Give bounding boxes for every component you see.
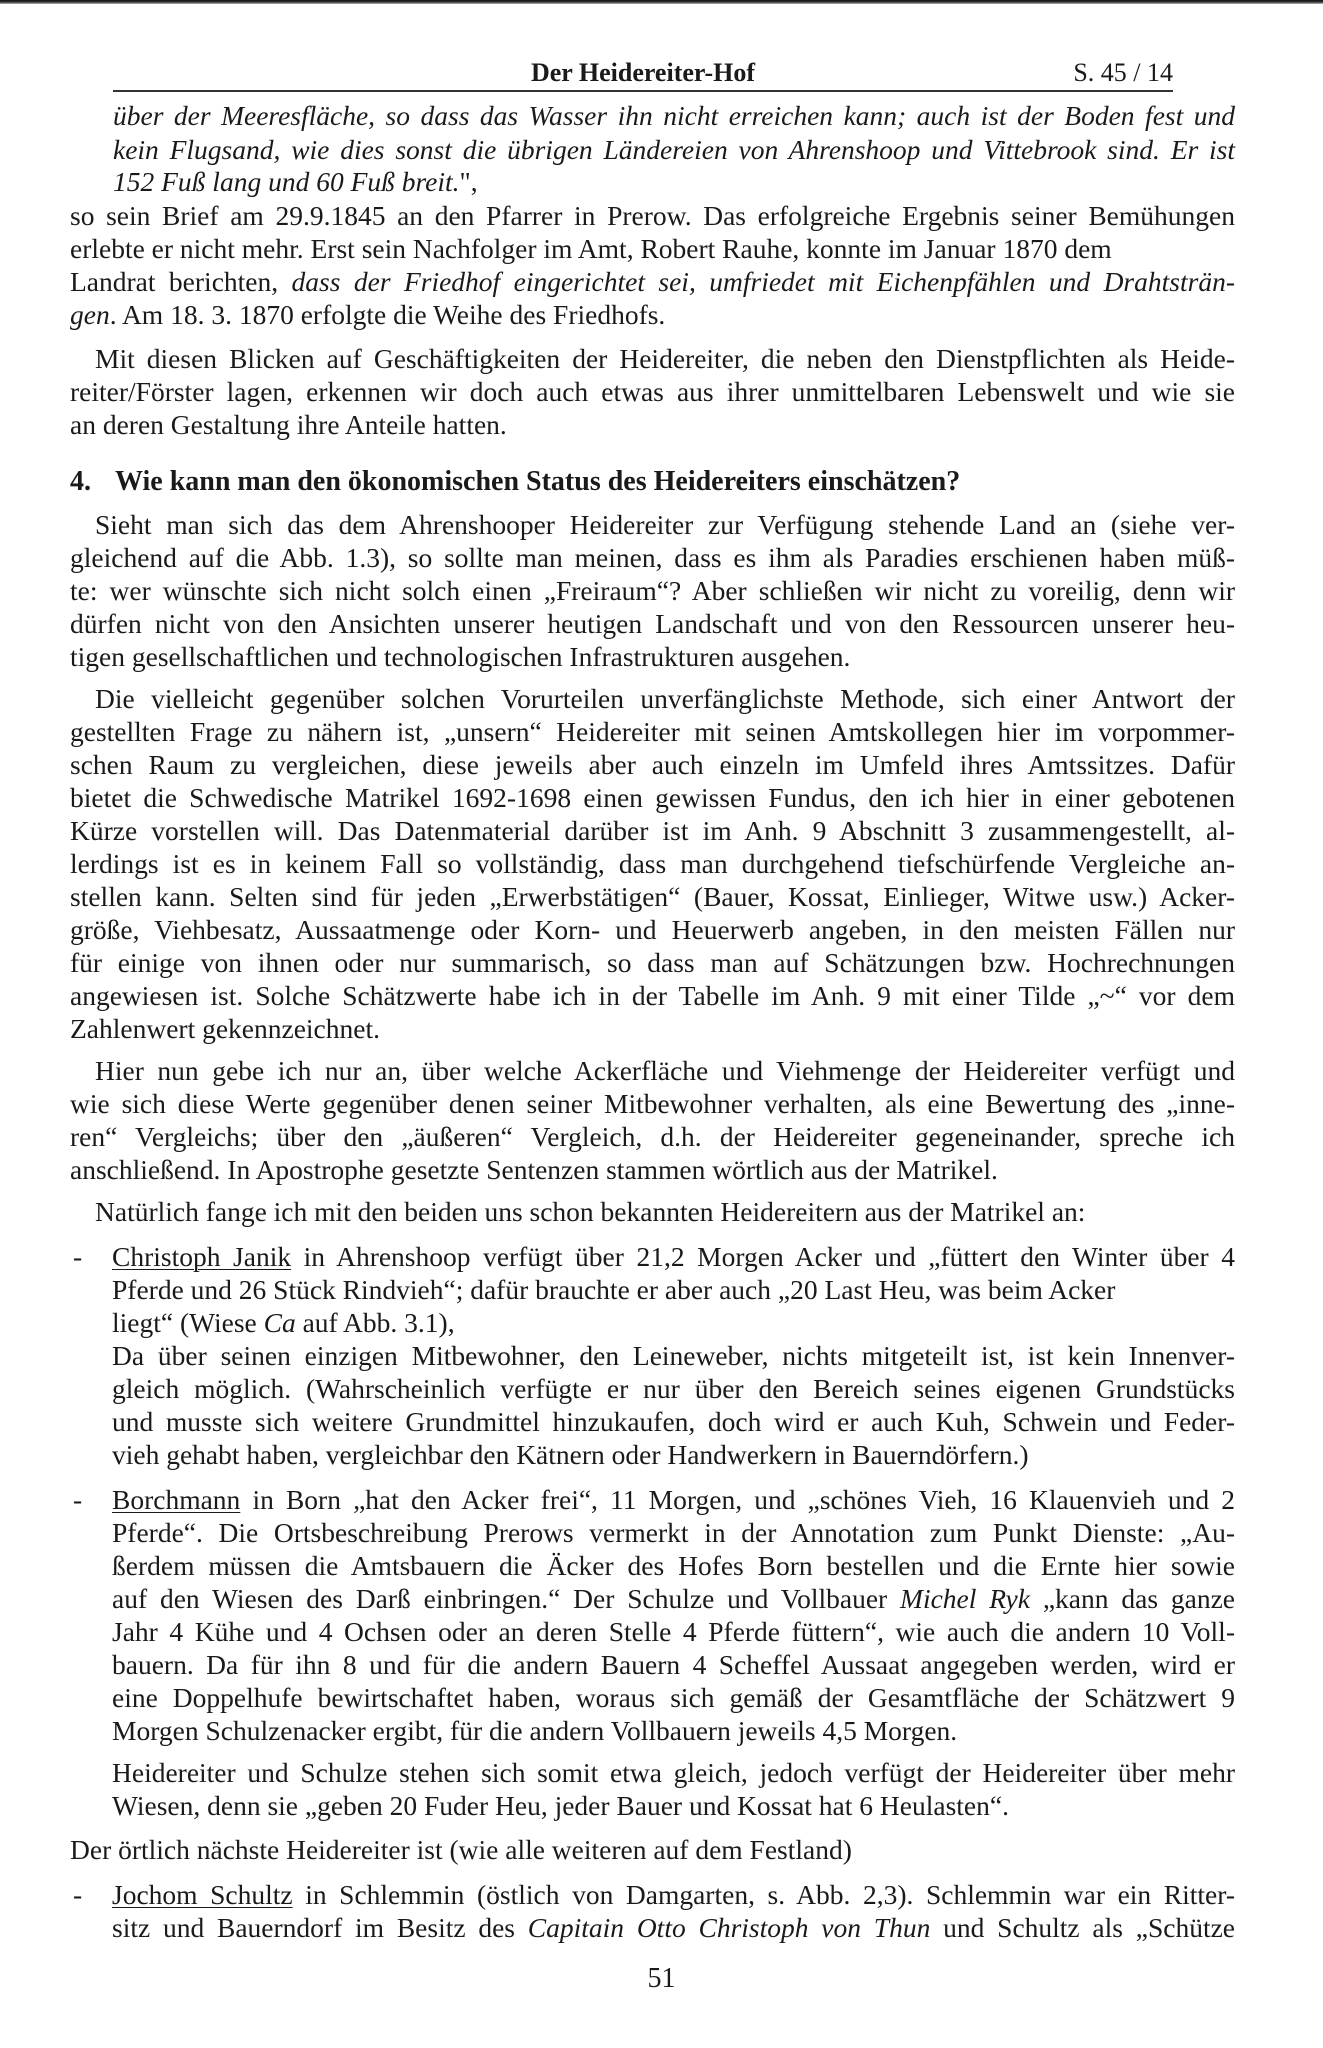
text-run: in Schlemmin (östlich von Damgarten, s. Abb. 2,3). Schlemmin war ein Ritter- bbox=[292, 1879, 1235, 1910]
list-item-line bbox=[112, 1484, 1235, 1515]
quote-line: über der Meeresfläche, so dass das Wasser ihn nicht erreichen kann; auch ist der Boden fest und bbox=[113, 100, 1235, 131]
text-run: auf den Wiesen des Darß einbringen.“ Der Schulze und Vollbauer bbox=[112, 1583, 901, 1614]
list-item-line: Morgen Schulzenacker ergibt, für die andern Vollbauern jeweils 4,5 Morgen. bbox=[112, 1715, 958, 1746]
list-item-line: bauern. Da für ihn 8 und für die andern Bauern 4 Scheffel Aussaat angegeben werden, wird er bbox=[112, 1649, 1235, 1680]
paragraph-line: Die vielleicht gegenüber solchen Vorurteilen unverfänglichste Methode, sich einer Antwort der bbox=[95, 683, 1235, 714]
person-name-italic: Capitain Otto Christoph von Thun bbox=[527, 1912, 931, 1943]
page-reference: S. 45 / 14 bbox=[1073, 58, 1173, 87]
paragraph-line: Der örtlich nächste Heidereiter ist (wie alle weiteren auf dem Festland) bbox=[70, 1834, 852, 1865]
running-title: Der Heidereiter-Hof bbox=[530, 58, 756, 87]
paragraph-line: te: wer wünschte sich nicht solch einen „Freiraum“? Aber schließen wir nicht zu voreilig, denn wir bbox=[70, 575, 1235, 606]
list-dash: - bbox=[73, 1879, 83, 1910]
paragraph-line: bietet die Schwedische Matrikel 1692-1698 einen gewissen Fundus, den ich hier in einer gebotenen bbox=[70, 782, 1235, 813]
paragraph-line: Natürlich fange ich mit den beiden uns schon bekannten Heidereitern aus der Matrikel an: bbox=[95, 1196, 1086, 1227]
quoted-report: dass der Friedhof eingerichtet sei, umfriedet mit Eichenpfählen und Drahtsträn- bbox=[291, 266, 1235, 297]
paragraph-line: reiter/Förster lagen, erkennen wir doch auch etwas aus ihrer unmittelbaren Lebenswelt und wie sie bbox=[70, 376, 1235, 407]
list-item-line: vieh gehabt haben, vergleichbar den Kätnern oder Handwerkern in Bauerndörfern.) bbox=[112, 1439, 1029, 1470]
person-name: Borchmann bbox=[112, 1484, 241, 1515]
paragraph-line: anschließend. In Apostrophe gesetzte Sentenzen stammen wörtlich aus der Matrikel. bbox=[70, 1154, 998, 1185]
list-item-line bbox=[112, 1879, 1235, 1910]
quote-close: ", bbox=[459, 166, 478, 197]
list-item-line: gleich möglich. (Wahrscheinlich verfügte er nur über den Bereich seines eigenen Grundstücks bbox=[112, 1373, 1235, 1404]
section-number: 4. bbox=[70, 466, 91, 497]
paragraph-line: größe, Viehbesatz, Aussaatmenge oder Korn- und Heuerwerb angeben, in den meisten Fällen nur bbox=[70, 914, 1235, 945]
list-item-line: und musste sich weitere Grundmittel hinzukaufen, doch wird er auch Kuh, Schwein und Feder- bbox=[112, 1406, 1235, 1437]
running-header bbox=[113, 56, 1173, 92]
meadow-label: Ca bbox=[263, 1307, 296, 1338]
person-name: Christoph Janik bbox=[112, 1241, 292, 1272]
paragraph-line: gestellten Frage zu nähern ist, „unsern“ Heidereiter mit seinen Amtskollegen hier im vorpommer- bbox=[70, 716, 1235, 747]
list-dash: - bbox=[73, 1484, 83, 1515]
paragraph-line: ren“ Vergleichs; über den „äußeren“ Vergleich, d.h. der Heidereiter gegeneinander, spreche ich bbox=[70, 1121, 1235, 1152]
paragraph-line: Sieht man sich das dem Ahrenshooper Heidereiter zur Verfügung stehende Land an (siehe ver- bbox=[95, 509, 1235, 540]
scan-edge bbox=[0, 0, 1323, 4]
list-item-line: eine Doppelhufe bewirtschaftet haben, woraus sich gemäß der Gesamtfläche der Schätzwert 9 bbox=[112, 1682, 1235, 1713]
page-number: 51 bbox=[647, 1963, 676, 1994]
paragraph-line: tigen gesellschaftlichen und technologischen Infrastrukturen ausgehen. bbox=[70, 641, 851, 672]
list-item-line: Pferde“. Die Ortsbeschreibung Prerows vermerkt in der Annotation zum Punkt Dienste: „Au- bbox=[112, 1517, 1235, 1548]
person-name: Jochom Schultz bbox=[112, 1879, 293, 1910]
paragraph-line: wie sich diese Werte gegenüber denen seiner Mitbewohner verhalten, als eine Bewertung des „inne- bbox=[70, 1088, 1235, 1119]
text-run: sitz und Bauerndorf im Besitz des bbox=[112, 1912, 528, 1943]
text-run: liegt“ (Wiese bbox=[112, 1307, 264, 1338]
paragraph-line: Kürze vorstellen will. Das Datenmaterial darüber ist im Anh. 9 Abschnitt 3 zusammengestellt, al- bbox=[70, 815, 1235, 846]
text-run: . Am 18. 3. 1870 erfolgte die Weihe des Friedhofs. bbox=[109, 299, 666, 330]
list-item-line: Jahr 4 Kühe und 4 Ochsen oder an deren Stelle 4 Pferde füttern“, wie auch die andern 10 Voll- bbox=[112, 1616, 1235, 1647]
list-item-line bbox=[112, 1241, 1235, 1272]
section-title: Wie kann man den ökonomischen Status des Heidereiters einschätzen? bbox=[115, 466, 961, 497]
paragraph-line: erlebte er nicht mehr. Erst sein Nachfolger im Amt, Robert Rauhe, konnte im Januar 1870 dem bbox=[70, 233, 1112, 264]
paragraph-line bbox=[70, 266, 1235, 297]
paragraph-line bbox=[70, 299, 665, 330]
paragraph-line: lerdings ist es in keinem Fall so vollständig, dass man durchgehend tiefschürfende Vergleiche an- bbox=[70, 848, 1235, 879]
quote-line: 152 Fuß lang und 60 Fuß breit. bbox=[113, 166, 460, 197]
text-run: „kann das ganze bbox=[1029, 1583, 1236, 1614]
paragraph-line: Mit diesen Blicken auf Geschäftigkeiten der Heidereiter, die neben den Dienstpflichten als Heide- bbox=[95, 343, 1235, 374]
text-run: in Born „hat den Acker frei“, 11 Morgen, und „schönes Vieh, 16 Klauenvieh und 2 bbox=[240, 1484, 1235, 1515]
text-run: in Ahrenshoop verfügt über 21,2 Morgen Acker und „füttert den Winter über 4 bbox=[291, 1241, 1235, 1272]
paragraph-line: so sein Brief am 29.9.1845 an den Pfarrer in Prerow. Das erfolgreiche Ergebnis seiner Bemühungen bbox=[70, 200, 1235, 231]
list-item-line: Wiesen, denn sie „geben 20 Fuder Heu, jeder Bauer und Kossat hat 6 Heulasten“. bbox=[112, 1790, 1009, 1821]
quote-line: kein Flugsand, wie dies sonst die übrigen Ländereien von Ahrenshoop und Vittebrook sind. Er ist bbox=[113, 134, 1235, 165]
text-run: Landrat berichten, bbox=[70, 266, 292, 297]
list-item-line: Pferde und 26 Stück Rindvieh“; dafür brauchte er aber auch „20 Last Heu, was beim Acker bbox=[112, 1274, 1116, 1305]
paragraph-line: angewiesen ist. Solche Schätzwerte habe ich in der Tabelle im Anh. 9 mit einer Tilde „~“ vor dem bbox=[70, 980, 1235, 1011]
list-item-line bbox=[112, 1307, 455, 1338]
text-run: auf Abb. 3.1), bbox=[295, 1307, 455, 1338]
quoted-report-end: gen bbox=[70, 299, 110, 330]
paragraph-line: Zahlenwert gekennzeichnet. bbox=[70, 1013, 380, 1044]
paragraph-line: an deren Gestaltung ihre Anteile hatten. bbox=[70, 409, 507, 440]
list-item-line: Da über seinen einzigen Mitbewohner, den Leineweber, nichts mitgeteilt ist, ist kein Innenver- bbox=[112, 1340, 1235, 1371]
paragraph-line: für einige von ihnen oder nur summarisch, so dass man auf Schätzungen bzw. Hochrechnungen bbox=[70, 947, 1235, 978]
paragraph-line: schen Raum zu vergleichen, diese jeweils aber auch einzeln im Umfeld ihres Amtssitzes. Dafür bbox=[70, 749, 1235, 780]
list-item-line: Heidereiter und Schulze stehen sich somit etwa gleich, jedoch verfügt der Heidereiter über mehr bbox=[112, 1757, 1235, 1788]
list-dash: - bbox=[73, 1241, 83, 1272]
list-item-line bbox=[112, 1912, 1235, 1943]
text-run: und Schultz als „Schütze bbox=[930, 1912, 1236, 1943]
person-name-italic: Michel Ryk bbox=[900, 1583, 1030, 1614]
paragraph-line: gleichend auf die Abb. 1.3), so sollte man meinen, dass es ihm als Paradies erschienen haben müß- bbox=[70, 542, 1235, 573]
quote-line-end bbox=[113, 166, 478, 197]
list-item-line: ßerdem müssen die Amtsbauern die Äcker des Hofes Born bestellen und die Ernte hier sowie bbox=[112, 1550, 1235, 1581]
paragraph-line: Hier nun gebe ich nur an, über welche Ackerfläche und Viehmenge der Heidereiter verfügt und bbox=[95, 1055, 1235, 1086]
list-item-line bbox=[112, 1583, 1235, 1614]
paragraph-line: stellen kann. Selten sind für jeden „Erwerbstätigen“ (Bauer, Kossat, Einlieger, Witwe usw.) Acker- bbox=[70, 881, 1235, 912]
paragraph-line: dürfen nicht von den Ansichten unserer heutigen Landschaft und von den Ressourcen unserer heu- bbox=[70, 608, 1235, 639]
